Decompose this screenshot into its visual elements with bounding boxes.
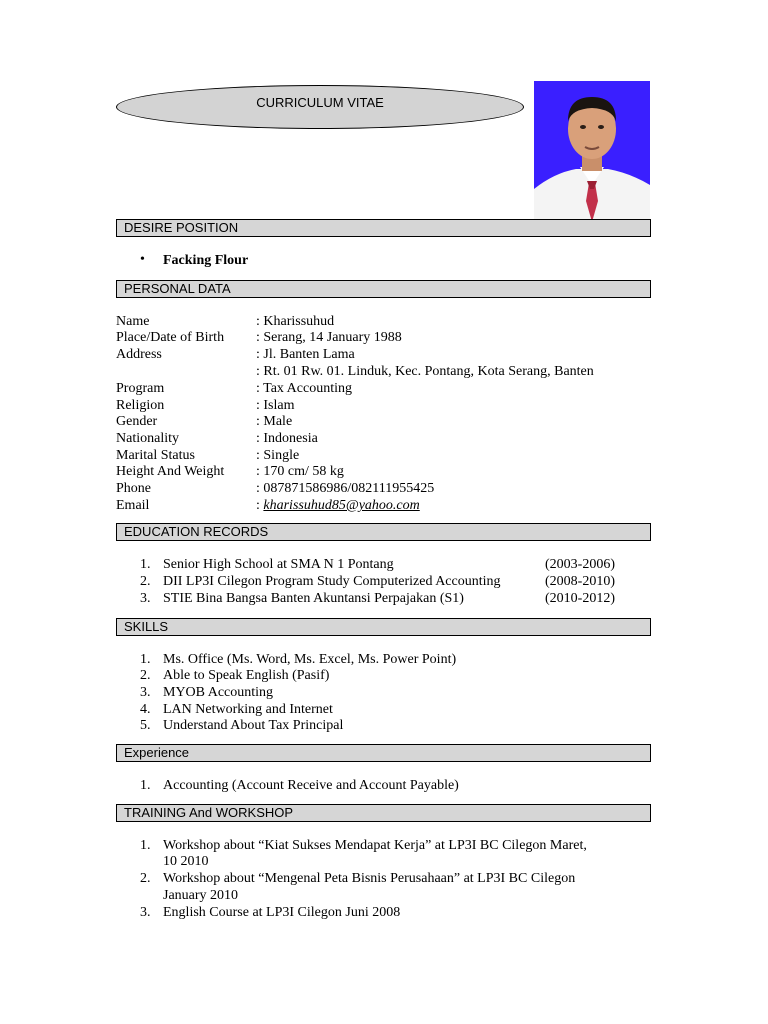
personal-label-gender: Gender xyxy=(116,414,158,429)
desire-position-value: Facking Flour xyxy=(163,253,249,268)
skill-num: 1. xyxy=(140,652,151,667)
skill-num: 5. xyxy=(140,718,151,733)
personal-value-phone: : 087871586986/082111955425 xyxy=(256,481,435,496)
personal-email-row xyxy=(256,498,420,514)
personal-label-religion: Religion xyxy=(116,398,165,413)
personal-value-address: : Jl. Banten Lama xyxy=(256,347,355,362)
skill-num: 2. xyxy=(140,668,151,683)
email-colon: : xyxy=(256,498,264,513)
personal-label-phone: Phone xyxy=(116,481,151,496)
training-num: 2. xyxy=(140,871,151,886)
personal-value-religion: : Islam xyxy=(256,398,295,413)
personal-label-email: Email xyxy=(116,498,150,513)
bullet-icon: • xyxy=(140,252,145,267)
education-num: 3. xyxy=(140,591,151,606)
personal-value-gender: : Male xyxy=(256,414,293,429)
cv-title-text: CURRICULUM VITAE xyxy=(256,94,384,110)
training-num: 1. xyxy=(140,838,151,853)
personal-value-address-2: : Rt. 01 Rw. 01. Linduk, Kec. Pontang, Kota Serang, Banten xyxy=(256,364,594,379)
personal-value-nationality: : Indonesia xyxy=(256,431,318,446)
training-item-line2: January 2010 xyxy=(163,888,239,903)
personal-label-birth: Place/Date of Birth xyxy=(116,330,225,345)
skill-num: 3. xyxy=(140,685,151,700)
education-item: Senior High School at SMA N 1 Pontang xyxy=(163,557,394,572)
email-link[interactable]: kharissuhud85@yahoo.com xyxy=(263,498,420,513)
education-item: STIE Bina Bangsa Banten Akuntansi Perpajakan (S1) xyxy=(163,591,464,606)
skill-item: Ms. Office (Ms. Word, Ms. Excel, Ms. Power Point) xyxy=(163,652,457,667)
education-year: (2010-2012) xyxy=(545,591,615,606)
personal-label-address: Address xyxy=(116,347,162,362)
experience-num: 1. xyxy=(140,778,151,793)
skill-item: Able to Speak English (Pasif) xyxy=(163,668,330,683)
training-item-line1: English Course at LP3I Cilegon Juni 2008 xyxy=(163,905,401,920)
skill-item: MYOB Accounting xyxy=(163,685,274,700)
section-header-desire-position: DESIRE POSITION xyxy=(116,219,651,237)
section-header-education: EDUCATION RECORDS xyxy=(116,523,651,541)
section-header-personal-data: PERSONAL DATA xyxy=(116,280,651,298)
education-num: 1. xyxy=(140,557,151,572)
personal-label-program: Program xyxy=(116,381,165,396)
personal-value-program: : Tax Accounting xyxy=(256,381,352,396)
personal-value-birth: : Serang, 14 January 1988 xyxy=(256,330,402,345)
training-item-line2: 10 2010 xyxy=(163,854,209,869)
personal-value-marital: : Single xyxy=(256,448,300,463)
section-header-experience: Experience xyxy=(116,744,651,762)
training-item-line1: Workshop about “Mengenal Peta Bisnis Perusahaan” at LP3I BC Cilegon xyxy=(163,871,576,886)
personal-label-marital: Marital Status xyxy=(116,448,195,463)
cv-title xyxy=(116,85,524,129)
education-year: (2003-2006) xyxy=(545,557,615,572)
skill-num: 4. xyxy=(140,702,151,717)
training-num: 3. xyxy=(140,905,151,920)
education-num: 2. xyxy=(140,574,151,589)
section-header-skills: SKILLS xyxy=(116,618,651,636)
personal-value-name: : Kharissuhud xyxy=(256,314,335,329)
education-year: (2008-2010) xyxy=(545,574,615,589)
skill-item: LAN Networking and Internet xyxy=(163,702,333,717)
portrait-illustration xyxy=(534,81,650,222)
experience-item: Accounting (Account Receive and Account Payable) xyxy=(163,778,459,793)
personal-label-name: Name xyxy=(116,314,150,329)
training-item-line1: Workshop about “Kiat Sukses Mendapat Kerja” at LP3I BC Cilegon Maret, xyxy=(163,838,587,853)
personal-value-height-weight: : 170 cm/ 58 kg xyxy=(256,464,344,479)
profile-photo xyxy=(534,81,650,222)
skill-item: Understand About Tax Principal xyxy=(163,718,344,733)
personal-label-nationality: Nationality xyxy=(116,431,179,446)
section-header-training: TRAINING And WORKSHOP xyxy=(116,804,651,822)
education-item: DII LP3I Cilegon Program Study Computerized Accounting xyxy=(163,574,501,589)
personal-label-height-weight: Height And Weight xyxy=(116,464,225,479)
